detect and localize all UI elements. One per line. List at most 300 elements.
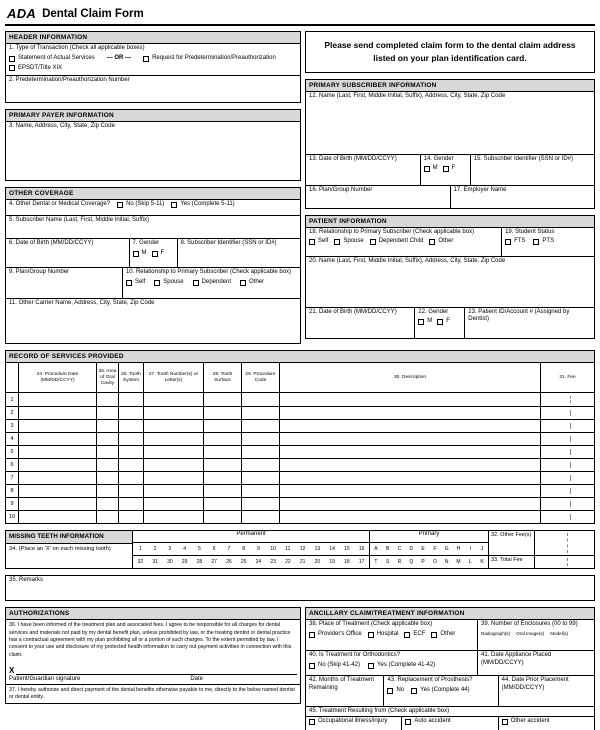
checkbox[interactable] (126, 280, 132, 286)
service-row (6, 471, 594, 484)
occupational-illness-cell[interactable] (306, 717, 401, 730)
ancillary-section (305, 607, 595, 730)
teeth-row-upper (133, 543, 488, 555)
option-label: PTS (542, 238, 555, 244)
checkbox-yes-complete-41-42[interactable] (368, 663, 374, 669)
procedure-date-cell[interactable] (18, 446, 96, 458)
column-header-procedure-date: 24. Procedure Date (MM/DD/CCYY) (18, 363, 96, 392)
field-label: 7. Gender (132, 240, 160, 247)
field-44-date-prior-placement[interactable] (498, 676, 594, 706)
field-23-patient-id[interactable] (464, 308, 594, 338)
checkbox[interactable] (334, 239, 340, 245)
checkbox-male[interactable] (424, 166, 430, 172)
fee-cell[interactable] (540, 433, 594, 445)
procedure-date-cell[interactable] (18, 433, 96, 445)
tooth-cell[interactable]: 12 (299, 546, 306, 553)
tooth-cell[interactable]: D (409, 546, 414, 553)
tooth-cell[interactable]: G (444, 546, 449, 553)
checkbox-female[interactable] (437, 319, 443, 325)
remarks-section (5, 575, 595, 601)
column-header-area-oral-cavity: 25. Area of Oral Cavity (96, 363, 118, 392)
field-15-subscriber-identifier[interactable] (470, 155, 594, 185)
column-header-fee: 31. Fee (540, 363, 594, 392)
tooth-number-cell[interactable] (143, 420, 203, 432)
field-label: 6. Date of Birth (MM/DD/CCYY) (9, 240, 94, 247)
field-label: 20. Name (Last, First, Middle Initial, Suffix), Address, City, State, Zip Code (309, 257, 506, 264)
field-label: 18. Relationship to Primary Subscriber (Check applicable box) (309, 228, 475, 235)
tooth-system-cell[interactable] (118, 485, 143, 497)
service-row-number: 10 (8, 514, 16, 521)
other-fees-amount-cell[interactable] (535, 531, 594, 555)
option-label: F (160, 249, 165, 256)
tooth-cell[interactable]: 6 (212, 546, 216, 553)
tooth-cell[interactable]: 21 (299, 559, 306, 566)
teeth-group-labels (133, 531, 488, 543)
total-fee-amount-cell[interactable] (535, 556, 594, 568)
description-cell[interactable] (279, 498, 540, 510)
option-label: M (432, 165, 438, 171)
tooth-cell[interactable]: 14 (329, 546, 335, 553)
option-label: No (Skip 5-11) (126, 201, 165, 208)
option-label: M (427, 318, 433, 324)
checkbox-other-accident[interactable] (502, 719, 508, 725)
tooth-cell[interactable]: 19 (329, 559, 335, 566)
tooth-cell[interactable]: 2 (153, 546, 157, 553)
fee-cell[interactable] (540, 498, 594, 510)
field-13-date-of-birth[interactable] (306, 155, 420, 185)
checkbox[interactable] (240, 280, 246, 286)
column-header-procedure-code: 29. Procedure Code (241, 363, 279, 392)
service-row-number: 7 (10, 475, 14, 482)
enclosure-type-label: Radiograph(s) (481, 630, 511, 636)
permanent-label: Permanent (133, 531, 370, 542)
tooth-cell[interactable]: 3 (168, 546, 172, 553)
area-oral-cavity-cell[interactable] (96, 485, 118, 497)
section-title-other-coverage: OTHER COVERAGE (6, 188, 300, 200)
tooth-cell[interactable]: 17 (358, 559, 365, 566)
service-row (6, 484, 594, 497)
checkbox-no-skip-5-11[interactable] (117, 202, 123, 208)
section-title-missing-teeth: MISSING TEETH INFORMATION (6, 531, 132, 544)
signature-line[interactable] (16, 661, 297, 675)
services-table-body (6, 393, 594, 523)
description-cell[interactable] (279, 472, 540, 484)
checkbox[interactable] (505, 239, 511, 245)
procedure-code-cell[interactable] (241, 459, 279, 471)
field-38-place-of-treatment[interactable] (306, 620, 477, 650)
tooth-surface-cell[interactable] (203, 459, 241, 471)
tooth-system-cell[interactable] (118, 511, 143, 523)
area-oral-cavity-cell[interactable] (96, 420, 118, 432)
section-title-primary-payer: PRIMARY PAYER INFORMATION (6, 110, 300, 122)
tooth-surface-cell[interactable] (203, 420, 241, 432)
tooth-surface-cell[interactable] (203, 485, 241, 497)
tooth-cell[interactable]: 30 (167, 559, 173, 566)
checkbox-female[interactable] (443, 166, 449, 172)
tooth-number-cell[interactable] (143, 485, 203, 497)
tooth-cell[interactable]: 5 (197, 546, 201, 553)
field-9-plan-group-number[interactable] (6, 268, 122, 298)
tooth-number-cell[interactable] (143, 433, 203, 445)
field-label: 39. Number of Enclosures (00 to 99) (481, 621, 578, 628)
procedure-date-cell[interactable] (18, 407, 96, 419)
checkbox-statement-of-actual-services[interactable] (9, 56, 15, 62)
service-row (6, 497, 594, 510)
option-label: Dependent (201, 278, 232, 285)
tooth-number-cell[interactable] (143, 407, 203, 419)
tooth-cell[interactable]: 23 (270, 559, 276, 566)
tooth-surface-cell[interactable] (203, 511, 241, 523)
option-label: Yes (Complete 44) (420, 686, 470, 693)
section-title-ancillary: ANCILLARY CLAIM/TREATMENT INFORMATION (306, 608, 594, 620)
section-title-primary-subscriber: PRIMARY SUBSCRIBER INFORMATION (306, 80, 594, 92)
field-39-number-of-enclosures[interactable] (477, 620, 594, 650)
fee-cell[interactable] (540, 472, 594, 484)
procedure-code-cell[interactable] (241, 393, 279, 406)
checkbox-yes-complete-44[interactable] (411, 688, 417, 694)
signature-row (6, 661, 300, 675)
page-title: Dental Claim Form (42, 7, 144, 20)
checkbox[interactable] (429, 239, 435, 245)
area-oral-cavity-cell[interactable] (96, 433, 118, 445)
option-label: Self (318, 238, 329, 244)
missing-teeth-section (5, 530, 595, 569)
field-label: 23. Patient ID/Account # (Assigned by Dentist) (468, 308, 570, 322)
tooth-cell[interactable]: R (397, 559, 402, 566)
tooth-cell[interactable]: 4 (183, 546, 187, 553)
primary-subscriber-section (305, 79, 595, 209)
enclosure-type-label: Oral Image(s) (516, 630, 545, 636)
field-45-options-row (306, 716, 594, 730)
tooth-system-cell[interactable] (118, 407, 143, 419)
field-label: 10. Relationship to Primary Subscriber (Check applicable box) (125, 269, 292, 276)
field-21-date-of-birth[interactable] (306, 308, 414, 338)
description-cell[interactable] (279, 407, 540, 419)
procedure-date-cell[interactable] (18, 420, 96, 432)
fee-cell[interactable] (540, 485, 594, 497)
tooth-cell[interactable]: B (386, 546, 390, 553)
tooth-cell[interactable]: 16 (358, 546, 365, 553)
field-20-patient-name-address[interactable] (306, 257, 594, 307)
field-14-gender[interactable] (420, 155, 470, 185)
service-row-number: 4 (10, 436, 14, 443)
area-oral-cavity-cell[interactable] (96, 498, 118, 510)
patient-guardian-signature-label: Patient/Guardian signature (9, 675, 81, 682)
tooth-number-cell[interactable] (143, 511, 203, 523)
area-oral-cavity-cell[interactable] (96, 511, 118, 523)
field-17-employer-name[interactable] (450, 186, 595, 208)
tooth-system-cell[interactable] (118, 393, 143, 406)
procedure-date-cell[interactable] (18, 472, 96, 484)
tooth-system-cell[interactable] (118, 459, 143, 471)
option-label: Spouse (343, 238, 364, 244)
checkbox[interactable] (431, 632, 437, 638)
tooth-cell[interactable]: Q (409, 559, 414, 566)
tooth-cell[interactable]: 24 (255, 559, 262, 566)
option-label: Request for Predetermination/Preauthorization (152, 54, 276, 61)
option-label: Auto accident (414, 717, 451, 724)
tooth-cell[interactable]: 7 (227, 546, 231, 553)
option-label: Statement of Actual Services (18, 54, 95, 61)
checkbox-male[interactable] (133, 251, 139, 257)
service-row (6, 510, 594, 523)
field-label: 5. Subscriber Name (Last, First, Middle Initial, Suffix) (9, 217, 149, 224)
field-4-other-coverage[interactable] (6, 200, 300, 215)
field-22-gender[interactable] (414, 308, 464, 338)
service-row-number: 1 (10, 396, 14, 403)
tooth-cell[interactable]: A (374, 546, 378, 553)
tooth-cell[interactable]: K (480, 559, 484, 566)
area-oral-cavity-cell[interactable] (96, 472, 118, 484)
tooth-cell[interactable]: C (397, 546, 402, 553)
procedure-code-cell[interactable] (241, 433, 279, 445)
fee-cell[interactable] (540, 446, 594, 458)
x-mark: X (9, 665, 15, 675)
field-label: 22. Gender (418, 308, 449, 315)
service-row (6, 419, 594, 432)
option-label: M (141, 249, 147, 256)
option-label: F (446, 318, 450, 324)
field-43-replacement-prosthesis[interactable] (383, 676, 497, 706)
enclosure-type-label: Model(s) (550, 630, 569, 636)
field-label: 14. Gender (423, 155, 454, 162)
column-header-tooth-system: 26. Tooth System (118, 363, 143, 392)
procedure-code-cell[interactable] (241, 485, 279, 497)
tooth-surface-cell[interactable] (203, 472, 241, 484)
description-cell[interactable] (279, 393, 540, 406)
field-label: 3. Name, Address, City, State, Zip Code (9, 123, 115, 130)
area-oral-cavity-cell[interactable] (96, 459, 118, 471)
checkbox-auto-accident[interactable] (405, 719, 411, 725)
field-35-remarks[interactable] (6, 576, 594, 600)
tooth-cell[interactable]: O (432, 559, 437, 566)
tooth-cell[interactable]: L (468, 559, 472, 566)
primary-payer-section (5, 109, 301, 181)
description-cell[interactable] (279, 511, 540, 523)
checkbox-no-skip-41-42[interactable] (309, 663, 315, 669)
field-7-gender[interactable] (129, 239, 177, 267)
tooth-system-cell[interactable] (118, 433, 143, 445)
area-oral-cavity-cell[interactable] (96, 407, 118, 419)
tooth-cell[interactable]: J (480, 546, 484, 553)
field-3-payer-name-address[interactable] (6, 122, 300, 180)
auto-accident-cell[interactable] (401, 717, 497, 730)
description-cell[interactable] (279, 459, 540, 471)
tooth-cell[interactable]: T (374, 559, 378, 566)
field-45-treatment-resulting-from (306, 707, 594, 716)
tooth-cell[interactable]: 10 (270, 546, 276, 553)
tooth-cell[interactable]: M (456, 559, 461, 566)
procedure-date-cell[interactable] (18, 393, 96, 406)
service-row (6, 458, 594, 471)
area-oral-cavity-cell[interactable] (96, 393, 118, 406)
field-5-subscriber-name[interactable] (6, 216, 300, 238)
tooth-system-cell[interactable] (118, 446, 143, 458)
tooth-number-cell[interactable] (143, 393, 203, 406)
tooth-cell[interactable]: 29 (181, 559, 188, 566)
fee-cell[interactable] (540, 420, 594, 432)
tooth-surface-cell[interactable] (203, 433, 241, 445)
checkbox[interactable] (404, 632, 410, 638)
tooth-cell[interactable]: 26 (226, 559, 232, 566)
tooth-surface-cell[interactable] (203, 407, 241, 419)
description-cell[interactable] (279, 433, 540, 445)
field-42-months-remaining[interactable] (306, 676, 383, 706)
description-cell[interactable] (279, 485, 540, 497)
field-label: 45. Treatment Resulting from (Check applicable box) (309, 708, 450, 715)
checkbox-occupational-illness[interactable] (309, 719, 315, 725)
teeth-row-lower (133, 555, 488, 568)
field-16-plan-group-number[interactable] (306, 186, 450, 208)
field-label: 8. Subscriber Identifier (SSN or ID#) (180, 240, 277, 247)
tooth-cell[interactable]: 27 (211, 559, 217, 566)
tooth-cell[interactable]: 18 (344, 559, 350, 566)
date-label: Date (190, 675, 204, 682)
ada-logo: ADA (7, 6, 37, 21)
description-cell[interactable] (279, 420, 540, 432)
procedure-code-cell[interactable] (241, 472, 279, 484)
checkbox-male[interactable] (418, 319, 424, 325)
section-title-patient-information: PATIENT INFORMATION (306, 216, 594, 228)
section-title-record-of-services: RECORD OF SERVICES PROVIDED (6, 351, 594, 363)
tooth-cell[interactable]: 13 (314, 546, 321, 553)
option-label: EPSDT/Title XIX (18, 64, 63, 71)
checkbox-no[interactable] (387, 688, 393, 694)
option-label: Self (134, 278, 146, 285)
field-32-other-fees-label: 32. Other Fee(s) (489, 531, 535, 555)
tooth-cell[interactable]: H (456, 546, 461, 553)
tooth-cell[interactable]: 15 (344, 546, 350, 553)
tooth-cell[interactable]: N (444, 559, 449, 566)
tooth-number-cell[interactable] (143, 472, 203, 484)
procedure-date-cell[interactable] (18, 459, 96, 471)
checkbox-epsdt-title-xix[interactable] (9, 65, 15, 71)
checkbox[interactable] (309, 632, 315, 638)
field-19-student-status[interactable] (501, 228, 594, 256)
tooth-cell[interactable]: 11 (285, 546, 291, 553)
field-label: 13. Date of Birth (MM/DD/CCYY) (309, 155, 397, 162)
field-label: 12. Name (Last, First, Middle Initial, Suffix), Address, City, State, Zip Code (309, 92, 506, 99)
tooth-surface-cell[interactable] (203, 446, 241, 458)
field-18-relationship[interactable] (306, 228, 501, 256)
tooth-number-cell[interactable] (143, 459, 203, 471)
option-label: Yes (Complete 41-42) (377, 661, 436, 668)
tooth-surface-cell[interactable] (203, 393, 241, 406)
tooth-number-cell[interactable] (143, 498, 203, 510)
fee-cell[interactable] (540, 459, 594, 471)
service-row-number: 8 (10, 488, 14, 495)
tooth-cell[interactable]: 25 (240, 559, 247, 566)
record-of-services-section (5, 350, 595, 524)
tooth-cell[interactable]: 32 (137, 559, 144, 566)
checkbox[interactable] (533, 239, 539, 245)
or-text: — OR — (106, 54, 132, 61)
tooth-cell[interactable]: S (386, 559, 390, 566)
fee-cell[interactable] (540, 407, 594, 419)
procedure-code-cell[interactable] (241, 407, 279, 419)
fee-cell[interactable] (540, 393, 594, 406)
field-8-subscriber-identifier[interactable] (177, 239, 301, 267)
field-label: 19. Student Status (505, 228, 555, 235)
header-information-section (5, 31, 301, 103)
tooth-cell[interactable]: E (421, 546, 425, 553)
field-11-other-carrier[interactable] (6, 299, 300, 343)
section-title-authorizations: AUTHORIZATIONS (6, 608, 300, 620)
area-oral-cavity-cell[interactable] (96, 446, 118, 458)
tooth-cell[interactable]: 28 (196, 559, 203, 566)
tooth-cell[interactable]: 22 (285, 559, 291, 566)
field-40-orthodontics[interactable] (306, 651, 477, 675)
checkbox[interactable] (154, 280, 160, 286)
checkbox-yes-complete-5-11[interactable] (171, 202, 177, 208)
tooth-surface-cell[interactable] (203, 498, 241, 510)
field-2-predetermination-number[interactable] (6, 76, 300, 102)
option-label: Other (249, 278, 265, 285)
checkbox[interactable] (309, 239, 315, 245)
tooth-system-cell[interactable] (118, 498, 143, 510)
tooth-number-cell[interactable] (143, 446, 203, 458)
checkbox-request-predetermination[interactable] (143, 56, 149, 62)
field-label: 41. Date Appliance Placed (MM/DD/CCYY) (481, 652, 552, 666)
tooth-cell[interactable]: P (421, 559, 425, 566)
field-41-date-appliance-placed[interactable] (477, 651, 594, 675)
checkbox-female[interactable] (152, 251, 158, 257)
field-12-subscriber-name-address[interactable] (306, 92, 594, 154)
procedure-code-cell[interactable] (241, 498, 279, 510)
option-label: Hospital (376, 630, 399, 637)
primary-label: Primary (418, 531, 440, 538)
option-label: No (396, 686, 405, 693)
checkbox[interactable] (368, 632, 374, 638)
tooth-cell[interactable]: 20 (314, 559, 321, 566)
field-label: 43. Replacement of Prosthesis? (387, 677, 473, 684)
tooth-cell[interactable]: 9 (256, 546, 260, 553)
other-accident-cell[interactable] (498, 717, 594, 730)
checkbox[interactable] (193, 280, 199, 286)
field-label: 11. Other Carrier Name, Address, City, State, Zip Code (9, 300, 155, 307)
field-label: 44. Date Prior Placement (MM/DD/CCYY) (501, 677, 569, 691)
service-row-number: 5 (10, 449, 14, 456)
procedure-date-cell[interactable] (18, 511, 96, 523)
tooth-system-cell[interactable] (118, 420, 143, 432)
procedure-code-cell[interactable] (241, 446, 279, 458)
field-label: 17. Employer Name (453, 186, 507, 193)
field-6-date-of-birth[interactable] (6, 239, 129, 267)
tooth-cell[interactable]: I (469, 546, 471, 553)
procedure-code-cell[interactable] (241, 511, 279, 523)
option-label: F (451, 165, 456, 171)
service-row-number: 6 (10, 462, 14, 469)
procedure-date-cell[interactable] (18, 498, 96, 510)
fee-cell[interactable] (540, 511, 594, 523)
tooth-cell[interactable]: 31 (152, 559, 158, 566)
tooth-system-cell[interactable] (118, 472, 143, 484)
field-1-type-of-transaction[interactable] (6, 44, 300, 75)
column-header-tooth-number: 27. Tooth Number(s) or Letter(s) (143, 363, 203, 392)
checkbox[interactable] (370, 239, 376, 245)
service-row (6, 406, 594, 419)
field-10-relationship[interactable] (122, 268, 300, 298)
field-label: 42. Months of Treatment Remaining (309, 677, 375, 691)
tooth-cell[interactable]: 1 (138, 546, 142, 553)
procedure-date-cell[interactable] (18, 485, 96, 497)
tooth-cell[interactable]: 8 (242, 546, 246, 553)
tooth-cell[interactable]: F (433, 546, 437, 553)
procedure-code-cell[interactable] (241, 420, 279, 432)
description-cell[interactable] (279, 446, 540, 458)
signature-labels-row (6, 675, 300, 685)
column-header-description: 30. Description (279, 363, 540, 392)
